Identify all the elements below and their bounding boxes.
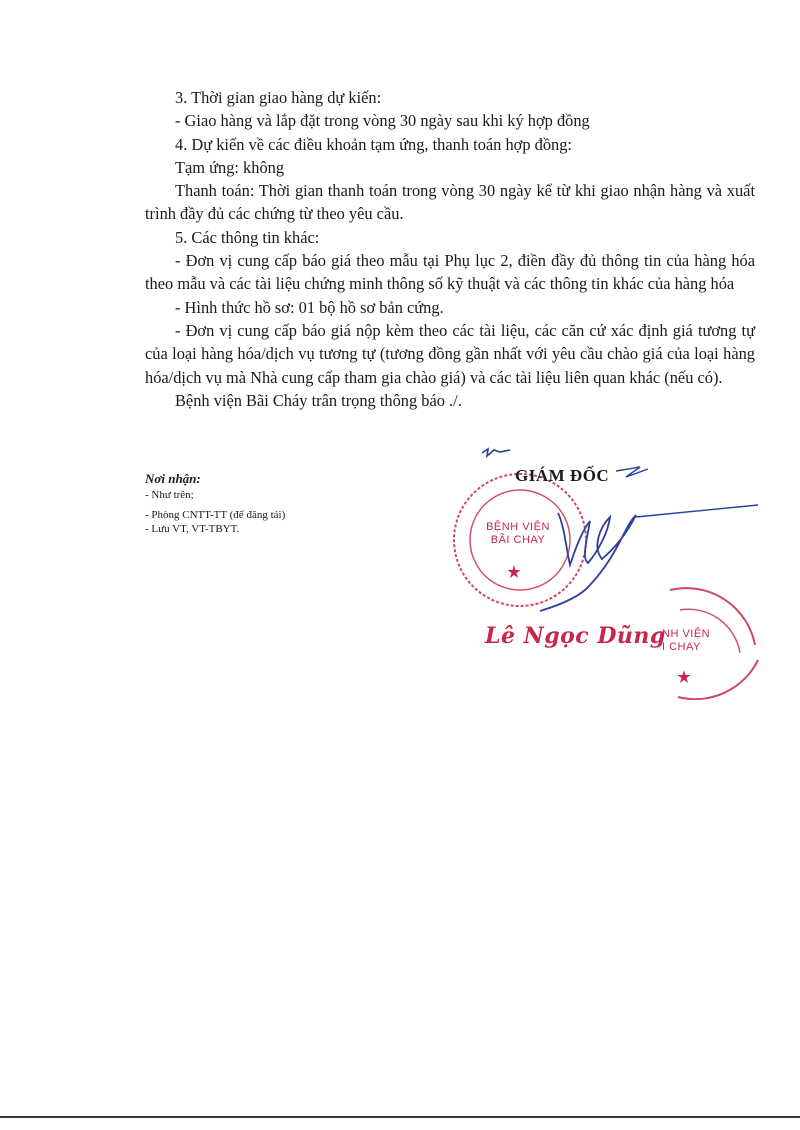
section-5-heading: 5. Các thông tin khác: <box>175 227 320 247</box>
recipients-block <box>145 472 405 536</box>
recipients-title: Nơi nhận: <box>145 471 201 486</box>
advance-payment: Tạm ứng: không <box>175 157 285 177</box>
section-4-heading: 4. Dự kiến về các điều khoản tạm ứng, thanh toán hợp đồng: <box>175 134 572 154</box>
document-format: - Hình thức hồ sơ: 01 bộ hồ sơ bản cứng. <box>175 297 444 317</box>
stamp-text-partial: NH VIỆN I CHAY <box>662 628 711 653</box>
section-3-heading: 3. Thời gian giao hàng dự kiến: <box>175 88 382 107</box>
stamp-icon <box>440 455 770 725</box>
stamp-text: BỆNH VIỆN BÃI CHAY <box>486 521 550 546</box>
document-body <box>145 86 755 412</box>
quote-form-requirement: - Đơn vị cung cấp báo giá theo mẫu tại Phụ lục 2, điền đầy đủ thông tin của hàng hóa theo mẫu và các tài liệu chứng minh thông số kỹ thuật và các thông tin khác của hàng hóa <box>145 251 755 294</box>
recipient-item: - Phòng CNTT-TT (để đăng tải) <box>145 509 286 521</box>
recipient-item: - Lưu VT, VT-TBYT. <box>145 523 240 535</box>
signer-name: Lê Ngọc Dũng <box>485 623 666 649</box>
delivery-term: - Giao hàng và lắp đặt trong vòng 30 ngày sau khi ký hợp đồng <box>175 111 590 131</box>
payment-term: Thanh toán: Thời gian thanh toán trong vòng 30 ngày kể từ khi giao nhận hàng và xuất trình đầy đủ các chứng từ theo yêu cầu. <box>145 181 755 224</box>
supporting-documents: - Đơn vị cung cấp báo giá nộp kèm theo các tài liệu, các căn cứ xác định giá tương tự của loại hàng hóa/dịch vụ tương tự (tương đồng gần nhất với yêu cầu chào giá của loại hàng hóa/dịch vụ mà Nhà cung cấp tham gia chào giá) và các tài liệu liên quan khác (nếu có). <box>145 320 755 387</box>
signature-title: GIÁM ĐỐC <box>515 466 610 485</box>
closing-statement: Bệnh viện Bãi Cháy trân trọng thông báo ./. <box>175 390 462 410</box>
page-bottom-border <box>0 1116 800 1118</box>
recipient-item: - Như trên; <box>145 489 194 501</box>
